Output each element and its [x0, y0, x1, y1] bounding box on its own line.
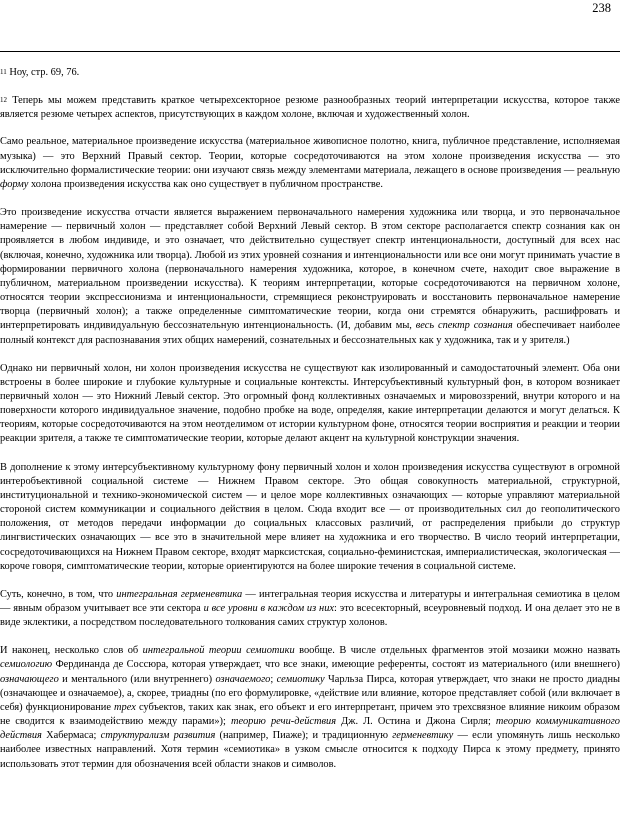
text-run: Чарльза Пирса, которая утверждает, что знаки не просто диадны (означающее и означаемое), а, скорее, триадны (по его формулировке, «действие или влияние, которое представляет собой (или включает в себя) функционирование	[0, 673, 620, 713]
italic-text: структурализм развития	[100, 730, 216, 742]
page-number: 238	[592, 1, 611, 15]
italic-text: теорию коммуникативного действия	[0, 716, 620, 742]
italic-text: трех	[114, 701, 136, 713]
paragraph	[0, 461, 620, 574]
paragraph	[0, 135, 620, 192]
text-run: Само реальное, материальное произведение искусства (материальное живописное полотно, книга, публичное представление, исполняемая музыка) — это Верхний Правый сектор. Теории, которые сосредоточиваются на этом холоне произведения искусства — это исключительно формалистические теории: они изучают связь между элементами материала, лежащего в основе произведения — реальную	[0, 136, 620, 176]
text-run: Это произведение искусства отчасти является выражением первоначального намерения художника или творца, и это первоначальное намерение — первичный холон — представляет собой Верхний Левый сектор. В этом секторе располагается спектр сознания как он проявляется в любом индивиде, и это означает, что действительно существует спектр интенциональности, доступный для всех нас (включая, конечно, художника или творца). Любой из этих уровней сознания и интенциональности или все они могут принимать участие в формировании первичного холона (первоначального намерения художника, которое, в конечном счете, находит свое выражение в публичном, материальном произведении искусства). К теориям интерпретации, которые сосредоточиваются на первичном холоне, относятся теории экспрессионизма и интенциональности, стремящиеся реконструировать и восстановить первоначальное намерение творца (первичный холон); а также определенные симптоматические теории, когда они стремятся обнаружить, расшифровать и интерпретировать индивидуальную бессознательную интенциональность. (И, добавим мы,	[0, 207, 620, 332]
italic-text: весь спектр сознания	[415, 320, 513, 332]
paragraph	[0, 206, 620, 348]
italic-text: теорию речи-действия	[230, 716, 337, 728]
footnote-12	[0, 94, 620, 122]
text-run: : это всесекторный, всеуровневый подход. И она делает это не в виде эклектики, а посредством последовательного толкования самих структур холонов.	[0, 603, 620, 629]
italic-text: и все уровни в каждом из них	[203, 603, 335, 614]
paragraph	[0, 644, 620, 771]
text-run: вообще. В числе отдельных фрагментов этой мозаики можно назвать	[294, 645, 620, 657]
footnote-text: Ноу, стр. 69, 76.	[9, 67, 80, 78]
italic-text: интегральной теории семиотики	[142, 645, 295, 657]
text-run: И наконец, несколько слов об	[0, 645, 143, 657]
text-run: и ментального (или внутреннего)	[58, 673, 216, 685]
text-run: — если упомянуть лишь несколько наиболее известных направлений. Хотя термин «семиотика» в узком смысле относится к подходу Пирса к этому предмету, принято использовать этот термин для обозначения всей области знаков и символов.	[0, 730, 620, 770]
header-rule	[0, 51, 620, 52]
text-run: (например, Пиаже); и традиционную	[215, 730, 393, 742]
body-text	[0, 135, 620, 771]
text-run: ;	[270, 673, 277, 685]
paragraph	[0, 588, 620, 630]
footnote-mark: 11	[0, 68, 7, 76]
italic-text: означающего	[0, 673, 59, 685]
text-run: Хабермаса;	[41, 730, 101, 742]
italic-text: герменевтику	[392, 730, 454, 742]
text-run: Фердинанда де Соссюра, которая утверждает, что все знаки, имеющие референты, состоят из материального (или внешнего)	[52, 659, 620, 671]
footnote-text: Теперь мы можем представить краткое четырехсекторное резюме разнообразных теорий интерпретации искусства, которое также является резюме четырех аспектов, присутствующих в каждом холоне, включая и художественный холон.	[0, 95, 620, 121]
italic-text: семиологию	[0, 659, 53, 671]
text-run: Однако ни первичный холон, ни холон произведения искусства не существуют как изолированный и самодостаточный элемент. Оба они встроены в более широкие и глубокие культурные и социальные контексты. Интерсубъективный культурный фон, в котором возникает первичный холон — это Нижний Левый сектор. Это огромный фонд коллективных означаемых и мировоззрений, внутри которого и на поверхности которого индивидуальное значение, подобно пробке на воде, определяя, какие интерпретации делаются и могут делаться. К теориям, которые сосредоточиваются на этом неотделимом от истории культурном фоне, относятся теории восприятия и реакции и теории реакции зрителя, а также те симптоматические теории, которые делают акцент на культурной конструкции значения.	[0, 362, 620, 445]
text-run: Дж. Л. Остина и Джона Сирля;	[336, 716, 496, 728]
page-body	[0, 66, 620, 772]
italic-text: семиотику	[276, 673, 325, 685]
text-run: — интегральная теория искусства и литературы и интегральная семиотика в целом — явным образом учитывает все эти сектора	[0, 588, 620, 614]
text-run: В дополнение к этому интерсубъективному культурному фону первичный холон и холон произведения искусства существуют в огромной интеробъективной социальной системе — Нижнем Правом секторе. Это общая совокупность материальной, структурной, институциональной и технико-экономической систем — и целое море коллективных означающих — которые управляют материальной стороной систем коммуникации и социального действия в целом. Сюда входит все — от производительных сил до геополитического положения, от методов передачи информации до социальных классовых различий, от распределения прибыли до структур лингвистических означающих — все это в значительной мере влияет на художника и его творчество. В число теорий интерпретации, сосредоточивающихся на Нижнем Правом секторе, входят марксистская, социально-феминистская, империалистическая, экологическая — короче говоря, симптоматические теории, которые ориентируются на более широкие течения в социальной системе.	[0, 461, 620, 572]
text-run: холона произведения искусства как оно существует в публичном пространстве.	[28, 178, 383, 190]
italic-text: означаемого	[215, 673, 271, 685]
italic-text: интегральная герменевтика	[116, 588, 243, 600]
paragraph	[0, 362, 620, 447]
italic-text: форму	[0, 178, 29, 190]
footnote-11	[0, 66, 620, 80]
text-run: Суть, конечно, в том, что	[0, 588, 117, 600]
text-run: субъектов, таких как знак, его объект и его интерпретант, причем это трехсвязное влияние никоим образом не сводится к взаимодействию между парами»);	[0, 701, 620, 728]
text-run: обеспечивает наиболее полный контекст для распознавания этих общих намерений, сознательных и бессознательных как у художника, так и у зрителя.)	[0, 320, 620, 346]
footnote-mark: 12	[0, 96, 7, 105]
